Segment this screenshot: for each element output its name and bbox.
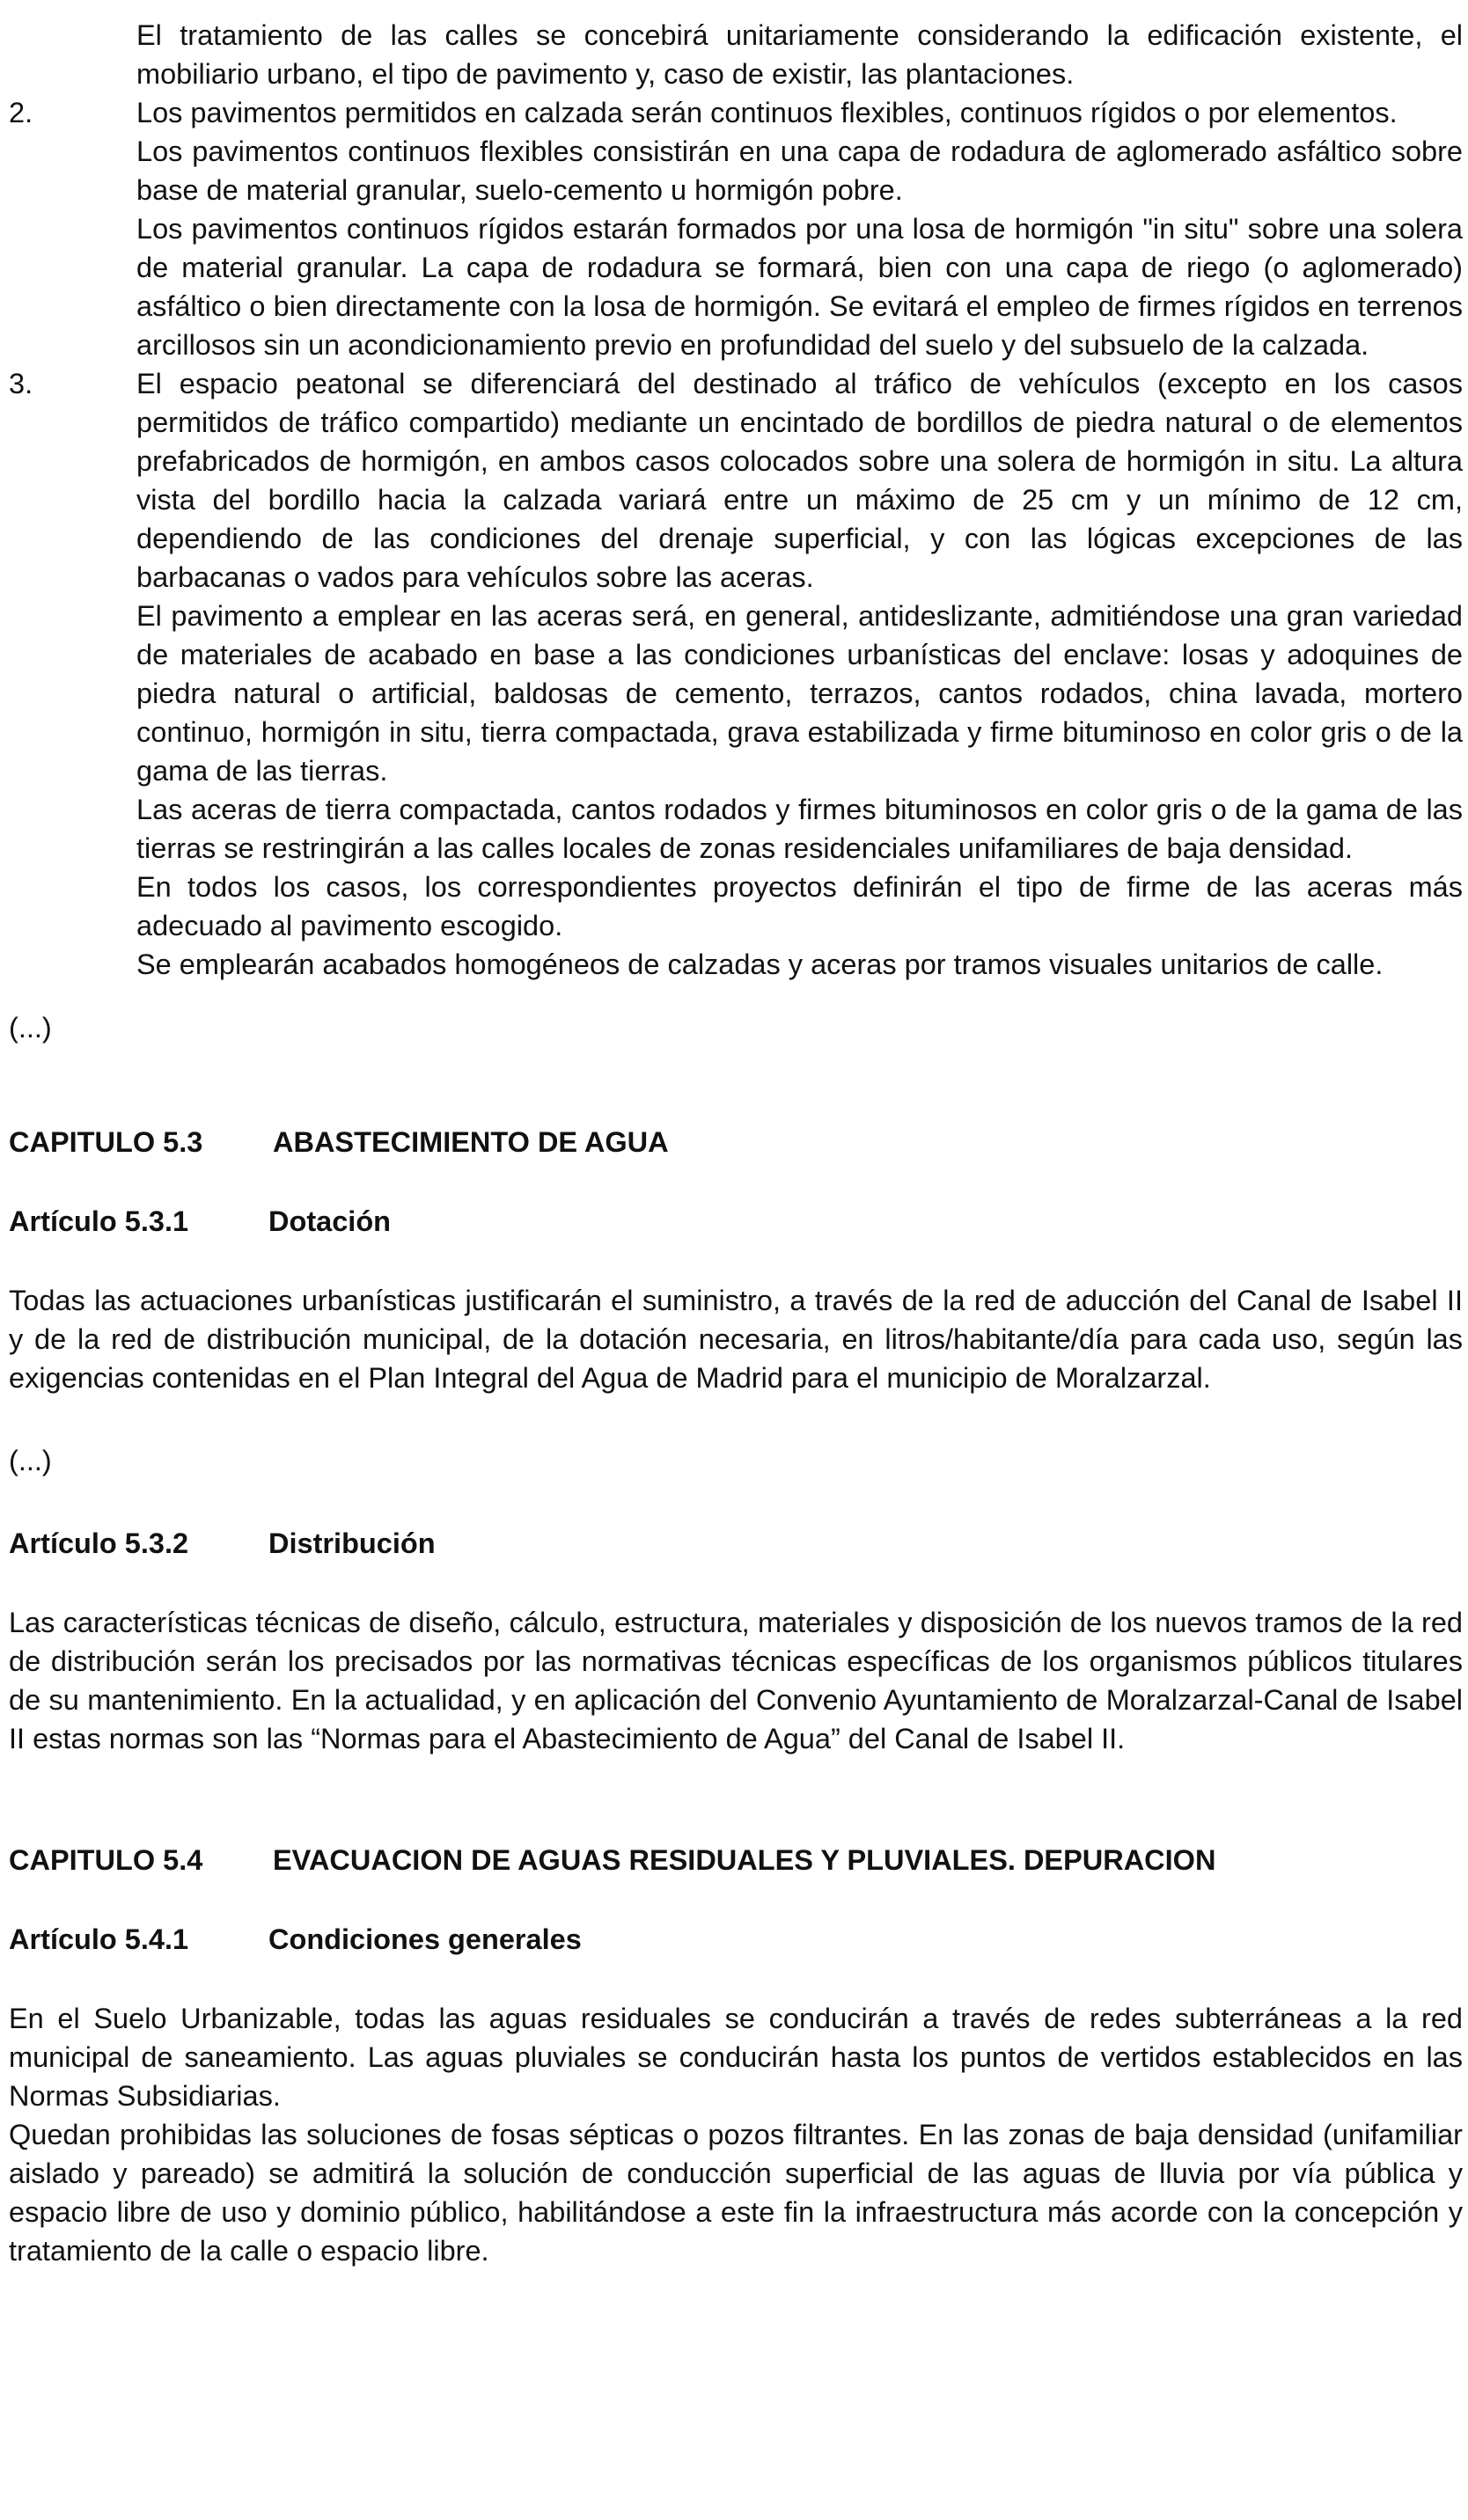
- item-paragraph: Las aceras de tierra compactada, cantos rodados y firmes bituminosos en color gris o de la gama de las tierras se restringirán a las calles locales de zonas residenciales unifamiliares de baja densidad.: [136, 794, 1463, 864]
- item-paragraph: El pavimento a emplear en las aceras será, en general, antideslizante, admitiéndose una gran variedad de materiales de acabado en base a las condiciones urbanísticas del enclave: losas y adoquines de piedra natural o artificial, baldosas de cemento, terrazos, cantos rodados, china lavada, mortero continuo, hormigón in situ, tierra compactada, grava estabilizada y firme bituminoso en color gris o de la gama de las tierras.: [136, 600, 1463, 787]
- document-page: [9, 16, 1463, 2270]
- chapter-number: CAPITULO 5.3: [9, 1126, 203, 1158]
- chapter-title: EVACUACION DE AGUAS RESIDUALES Y PLUVIALES. DEPURACION: [273, 1844, 1216, 1876]
- article-number: Artículo 5.3.1: [9, 1205, 189, 1237]
- item-paragraph: Los pavimentos continuos rígidos estarán formados por una losa de hormigón "in situ" sobre una solera de material granular. La capa de rodadura se formará, bien con una capa de riego (o aglomerado) asfáltico o bien directamente con la losa de hormigón. Se evitará el empleo de firmes rígidos en terrenos arcillosos sin un acondicionamiento previo en profundidad del suelo y del subsuelo de la calzada.: [136, 213, 1463, 361]
- chapter-heading: [9, 1841, 1463, 1879]
- item-body: [136, 93, 1463, 364]
- article-number: Artículo 5.4.1: [9, 1923, 189, 1955]
- article-paragraph: Quedan prohibidas las soluciones de fosas sépticas o pozos filtrantes. En las zonas de baja densidad (unifamiliar aislado y pareado) se admitirá la solución de conducción superficial de las aguas de lluvia por vía pública y espacio libre de uso y dominio público, habilitándose a este fin la infraestructura más acorde con la concepción y tratamiento de la calle o espacio libre.: [9, 2119, 1463, 2267]
- item-paragraph: Se emplearán acabados homogéneos de calzadas y aceras por tramos visuales unitarios de calle.: [136, 949, 1384, 980]
- article-title: Distribución: [268, 1527, 436, 1559]
- chapter-heading: [9, 1123, 1463, 1161]
- article-heading: [9, 1202, 1463, 1241]
- list-item-3: [9, 364, 1463, 984]
- item-paragraph: En todos los casos, los correspondientes proyectos definirán el tipo de firme de las aceras más adecuado al pavimento escogido.: [136, 871, 1463, 941]
- item-number: 3.: [9, 368, 33, 399]
- article-paragraph: En el Suelo Urbanizable, todas las aguas residuales se conducirán a través de redes subterráneas a la red municipal de saneamiento. Las aguas pluviales se conducirán hasta los puntos de vertidos establecidos en las Normas Subsidiarias.: [9, 2003, 1463, 2112]
- item-number: 2.: [9, 97, 33, 128]
- item-paragraph: El espacio peatonal se diferenciará del destinado al tráfico de vehículos (excepto en los casos permitidos de tráfico compartido) mediante un encintado de bordillos de piedra natural o de elementos prefabricados de hormigón, en ambos casos colocados sobre una solera de hormigón in situ. La altura vista del bordillo hacia la calzada variará entre un máximo de 25 cm y un mínimo de 12 cm, dependiendo de las condiciones del drenaje superficial, y con las lógicas excepciones de las barbacanas o vados para vehículos sobre las aceras.: [136, 368, 1463, 593]
- article-title: Dotación: [268, 1205, 392, 1237]
- item-paragraph: Los pavimentos permitidos en calzada serán continuos flexibles, continuos rígidos o por elementos.: [136, 97, 1398, 128]
- ellipsis-marker: (...): [9, 1012, 52, 1044]
- article-number: Artículo 5.3.2: [9, 1527, 189, 1559]
- article-title: Condiciones generales: [268, 1923, 582, 1955]
- ellipsis-marker: (...): [9, 1445, 52, 1476]
- chapter-number: CAPITULO 5.4: [9, 1844, 203, 1876]
- item-body: [136, 364, 1463, 984]
- article-paragraph: Las características técnicas de diseño, cálculo, estructura, materiales y disposición de los nuevos tramos de la red de distribución serán los precisados por las normativas técnicas específicas de los organismos públicos titulares de su mantenimiento. En la actualidad, y en aplicación del Convenio Ayuntamiento de Moralzarzal-Canal de Isabel II estas normas son las “Normas para el Abastecimiento de Agua” del Canal de Isabel II.: [9, 1607, 1463, 1754]
- intro-paragraph: El tratamiento de las calles se concebirá unitariamente considerando la edificación existente, el mobiliario urbano, el tipo de pavimento y, caso de existir, las plantaciones.: [136, 19, 1463, 90]
- article-heading: [9, 1920, 1463, 1959]
- item-paragraph: Los pavimentos continuos flexibles consistirán en una capa de rodadura de aglomerado asfáltico sobre base de material granular, suelo-cemento u hormigón pobre.: [136, 136, 1463, 206]
- article-paragraph: Todas las actuaciones urbanísticas justificarán el suministro, a través de la red de aducción del Canal de Isabel II y de la red de distribución municipal, de la dotación necesaria, en litros/habitante/día para cada uso, según las exigencias contenidas en el Plan Integral del Agua de Madrid para el municipio de Moralzarzal.: [9, 1285, 1463, 1394]
- chapter-title: ABASTECIMIENTO DE AGUA: [273, 1126, 669, 1158]
- article-heading: [9, 1524, 1463, 1563]
- list-item-2: [9, 93, 1463, 364]
